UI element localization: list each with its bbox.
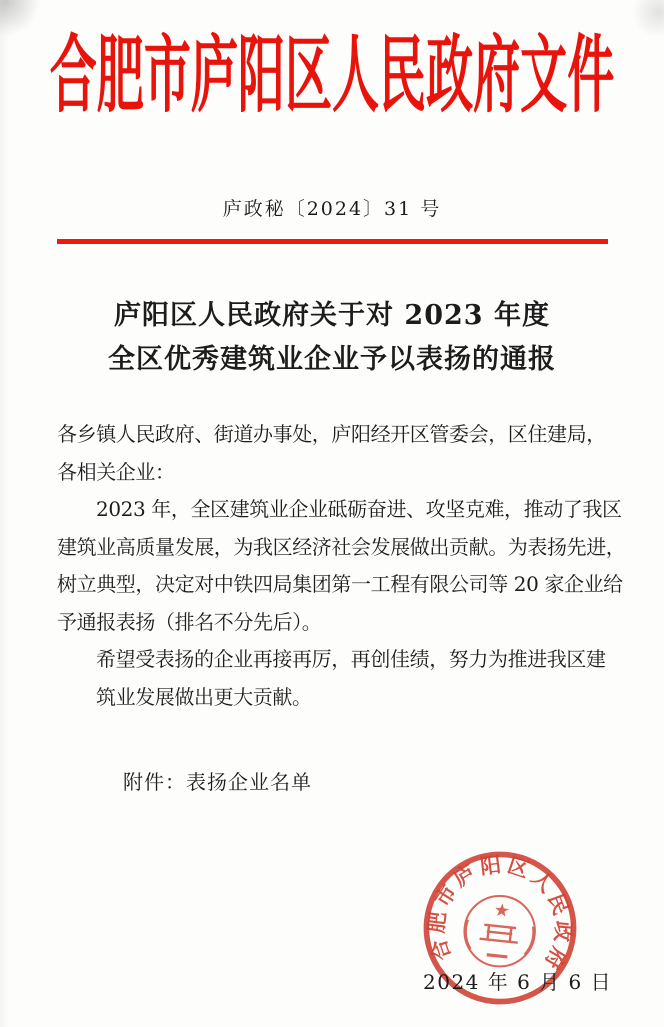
red-separator-line: [57, 239, 608, 244]
document-title: [0, 294, 664, 382]
body-line: 筑业发展做出更大贡献。: [96, 684, 312, 709]
document-title-line1: 庐阳区人民政府关于对 2023 年度: [114, 300, 550, 331]
body-line: 希望受表扬的企业再接再厉，再创佳绩，努力为推进我区建: [96, 647, 606, 671]
document-title-line2: 全区优秀建筑业企业予以表扬的通报: [108, 344, 556, 375]
header-title-text: 合肥市庐阳区人民政府文件: [49, 24, 615, 124]
body-line: 予通报表扬（排名不分先后）。: [57, 609, 322, 634]
attachment-line: 附件：表扬企业名单: [123, 770, 312, 794]
body-line: 各乡镇人民政府、街道办事处，庐阳经开区管委会，区住建局，: [57, 422, 606, 446]
body-line: 各相关企业：: [57, 459, 175, 484]
document-body: [57, 416, 626, 716]
body-line: 2023 年，全区建筑业企业砥砺奋进、攻坚克难，推动了我区: [96, 497, 622, 521]
issue-date: 2024 年 6 月 6 日: [423, 970, 613, 994]
doc-number: 庐政秘〔2024〕31 号: [222, 198, 442, 220]
document-header: [0, 16, 664, 134]
body-line: 树立典型，决定对中铁四局集团第一工程有限公司等 20 家企业给: [57, 572, 623, 596]
body-line: 建筑业高质量发展，为我区经济社会发展做出贡献。为表扬先进，: [57, 534, 626, 559]
national-emblem-icon: [461, 892, 538, 969]
seal-ring-text: 合肥市庐阳区人民政府: [423, 851, 577, 978]
